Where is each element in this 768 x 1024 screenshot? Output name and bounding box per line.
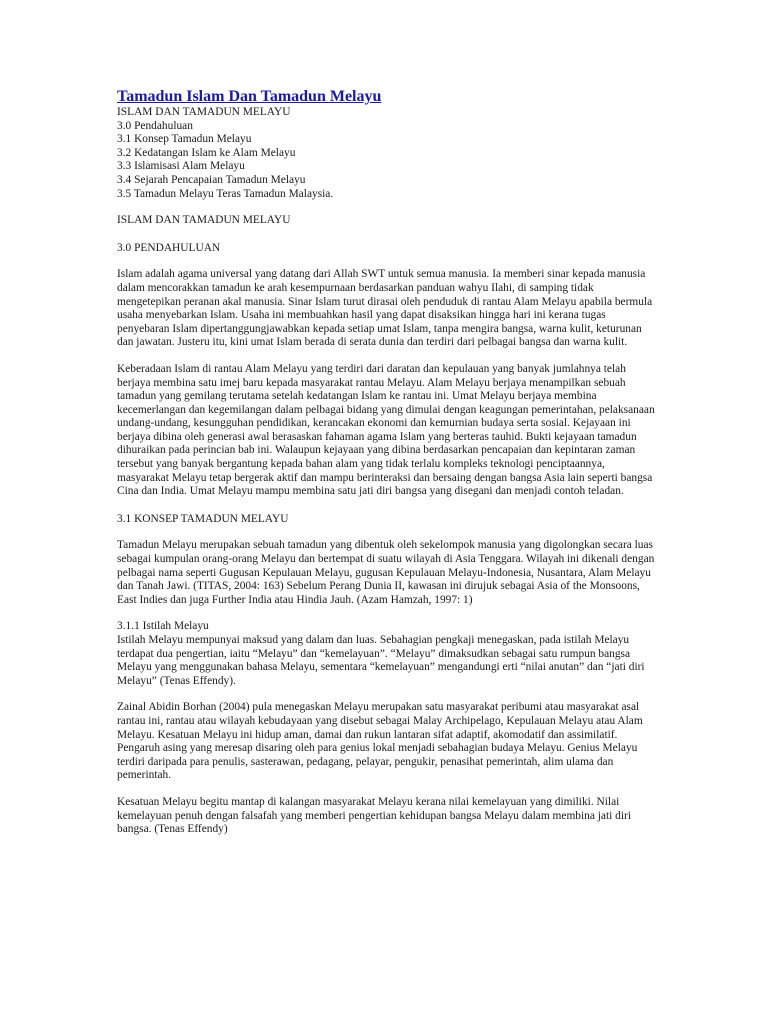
- toc-item: 3.2 Kedatangan Islam ke Alam Melayu: [117, 146, 296, 159]
- section-main-heading: ISLAM DAN TAMADUN MELAYU: [117, 214, 291, 227]
- document-page: [117, 88, 657, 837]
- paragraph: Tamadun Melayu merupakan sebuah tamadun yang dibentuk oleh sekelompok manusia yang digolongkan secara luas sebagai kumpulan orang-orang Melayu dan bertempat di suatu wilayah di Asia Tenggara. Wilayah ini dikenali dengan pelbagai nama seperti Gugusan Kepulauan Melayu, gugusan Kepulauan Melayu-Indonesia, Nusantara, Alam Melayu dan Tanah Jawi. (TITAS, 2004: 163) Sebelum Perang Dunia II, kawasan ini dirujuk sebagai Asia of the Monsoons, East Indies dan juga Further India atau Hindia Jauh. (Azam Hamzah, 1997: 1): [117, 539, 655, 606]
- toc-item: ISLAM DAN TAMADUN MELAYU: [117, 106, 291, 118]
- toc-item: 3.1 Konsep Tamadun Melayu: [117, 133, 252, 146]
- toc-item: 3.5 Tamadun Melayu Teras Tamadun Malaysia.: [117, 187, 334, 200]
- paragraph: Zainal Abidin Borhan (2004) pula menegaskan Melayu merupakan satu masyarakat peribumi atau masyarakat asal rantau ini, rantau atau wilayah kebudayaan yang disebut sebagai Malay Archipelago, Kepulauan Melayu atau Alam Melayu. Kesatuan Melayu ini hidup aman, damai dan rukun lantaran sifat adaptif, akomodatif dan assimilatif. Pengaruh asing yang meresap disaring oleh para genius lokal menjadi sebahagian budaya Melayu. Genius Melayu terdiri daripada para penulis, sasterawan, pedagang, pelayar, pengukir, penasihat pemerintah, alim ulama dan pemerintah.: [117, 701, 643, 782]
- toc-item: 3.0 Pendahuluan: [117, 119, 193, 132]
- document-title-link[interactable]: Tamadun Islam Dan Tamadun Melayu: [117, 88, 382, 105]
- paragraph: Kesatuan Melayu begitu mantap di kalangan masyarakat Melayu kerana nilai kemelayuan yang dimiliki. Nilai kemelayuan penuh dengan falsafah yang memberi pengertian kehidupan bangsa Melayu dalam membina jati diri bangsa. (Tenas Effendy): [117, 795, 631, 836]
- toc-item: 3.4 Sejarah Pencapaian Tamadun Melayu: [117, 173, 306, 186]
- paragraph: Keberadaan Islam di rantau Alam Melayu yang terdiri dari daratan dan kepulauan yang banyak jumlahnya telah berjaya membina satu imej baru kepada masyarakat rantau Melayu. Alam Melayu berjaya menampilkan sebuah tamadun yang gemilang terutama setelah kedatangan Islam ke rantau ini. Umat Melayu berjaya membina kecemerlangan dan kegemilangan dalam pelbagai bidang yang dimulai dengan keagungan pemerintahan, pelaksanaan undang-undang, kesungguhan pendidikan, kerancakan ekonomi dan kemurnian budaya serta sosial. Kejayaan ini berjaya dibina oleh generasi awal berasaskan fahaman agama Islam yang berteras tauhid. Bukti kejayaan tamadun dihuraikan pada perincian bab ini. Walaupun kejayaan yang dibina berdasarkan pencapaian dan kepintaran zaman tersebut yang banyak bergantung kepada bahan alam yang tidak terlalu kompleks teknologi penciptaannya, masyarakat Melayu tetap bergerak aktif dan mampu berinteraksi dan bersaing dengan bangsa Asia lain seperti bangsa Cina dan India. Umat Melayu mampu membina satu jati diri bangsa yang disegani dan menjadi contoh teladan.: [117, 362, 655, 498]
- section-311-heading: 3.1.1 Istilah Melayu: [117, 620, 209, 633]
- section-30-heading: 3.0 PENDAHULUAN: [117, 241, 221, 254]
- paragraph: Istilah Melayu mempunyai maksud yang dalam dan luas. Sebahagian pengkaji menegaskan, pada istilah Melayu terdapat dua pengertian, iaitu “Melayu” dan “kemelayuan”. “Melayu” dimaksudkan sebagai satu rumpun bangsa Melayu yang menggunakan bahasa Melayu, sementara “kemelayuan” mengandungi erti “nilai anutan” dan “jati diri Melayu” (Tenas Effendy).: [117, 634, 645, 687]
- section-31-heading: 3.1 KONSEP TAMADUN MELAYU: [117, 512, 289, 525]
- paragraph: Islam adalah agama universal yang datang dari Allah SWT untuk semua manusia. Ia memberi sinar kepada manusia dalam mencorakkan tamadun ke arah kesempurnaan berdasarkan panduan wahyu Ilahi, di samping tidak mengetepikan peranan akal manusia. Sinar Islam turut dirasai oleh penduduk di rantau Alam Melayu apabila bermula usaha menyebarkan Islam. Usaha ini membuahkan hasil yang dapat disaksikan hingga hari ini kerana tugas penyebaran Islam dipertanggungjawabkan kepada setiap umat Islam, tanpa mengira bangsa, warna kulit, keturunan dan jawatan. Justeru itu, kini umat Islam berada di serata dunia dan terdiri dari pelbagai bangsa dan warna kulit.: [117, 268, 653, 349]
- table-of-contents: [117, 106, 657, 201]
- toc-item: 3.3 Islamisasi Alam Melayu: [117, 160, 245, 173]
